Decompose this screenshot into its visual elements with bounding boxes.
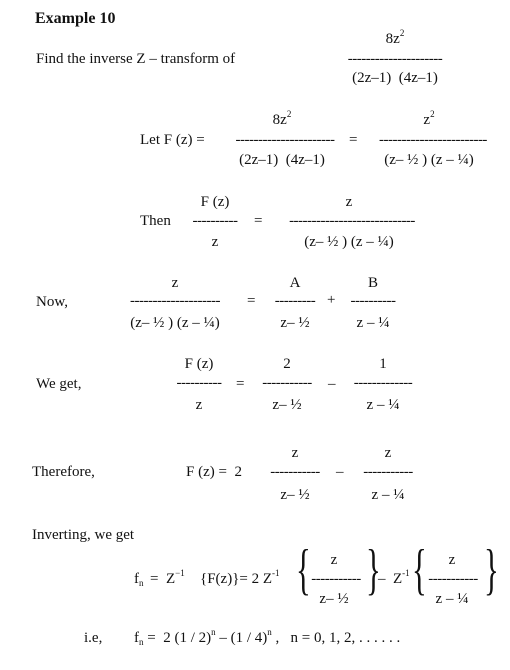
left-brace-1: { — [296, 539, 311, 601]
now-numerator-1: z — [171, 275, 179, 291]
final-mid: {F(z)}= 2 $Z^{-1}$ — [200, 568, 280, 587]
weget-fraction-line-3: ------------- — [353, 375, 413, 391]
weget-numerator-2: 2 — [283, 356, 291, 372]
final-numerator-1: z — [330, 552, 338, 568]
let-fraction-line-2: ------------------------ — [379, 132, 487, 148]
therefore-denominator-1: z– ½ — [280, 487, 310, 503]
example-heading: Example 10 — [35, 10, 116, 27]
ie-label: i.e, — [84, 630, 103, 646]
let-denominator-1: (2z–1) (4z–1) — [239, 152, 325, 168]
weget-fraction-line-1: ---------- — [176, 375, 222, 391]
weget-numerator-1: F (z) — [184, 356, 214, 372]
let-numerator-1: $8z^2$ — [272, 109, 292, 128]
then-equals: = — [254, 213, 263, 229]
final-denominator-2: z – ¼ — [435, 591, 469, 607]
weget-numerator-3: 1 — [379, 356, 387, 372]
therefore-numerator-1: z — [291, 445, 299, 461]
then-fraction-line-2: ---------------------------- — [289, 213, 415, 229]
therefore-fraction-line-1: ----------- — [270, 464, 320, 480]
let-numerator-2: $z^2$ — [423, 109, 435, 128]
therefore-fraction-line-2: ----------- — [363, 464, 413, 480]
now-denominator-1: (z– ½ ) (z – ¼) — [130, 315, 220, 331]
let-fraction-line-1: ---------------------- — [235, 132, 335, 148]
left-brace-2: { — [412, 539, 427, 601]
right-brace-2: } — [484, 539, 499, 601]
now-fraction-line-b: ---------- — [350, 293, 396, 309]
inverting-text: Inverting, we get — [32, 527, 135, 543]
now-denominator-b: z – ¼ — [356, 315, 390, 331]
then-denominator-2: (z– ½ ) (z – ¼) — [304, 234, 394, 250]
ie-expression: $f_n = 2$ (1 / 2)$^n$ – (1 / 4)$^n$ , n = 0, 1, 2, . . . . . . — [134, 627, 401, 647]
final-lhs: $f_n$ — [134, 571, 144, 588]
then-numerator-2: z — [345, 194, 353, 210]
weget-minus: – — [328, 376, 336, 392]
now-numerator-a: A — [289, 275, 301, 291]
weget-label: We get, — [36, 376, 82, 392]
final-fraction-line-2: ----------- — [428, 571, 478, 587]
now-numerator-b: B — [367, 275, 378, 291]
therefore-prefix: F (z) = 2 — [186, 464, 242, 480]
now-denominator-a: z– ½ — [280, 315, 310, 331]
then-fraction-line-1: ---------- — [192, 213, 238, 229]
weget-denominator-1: z — [195, 397, 203, 413]
let-denominator-2: (z– ½ ) (z – ¼) — [384, 152, 474, 168]
final-inverse-z: = $Z^{-1}$ — [150, 568, 185, 587]
statement-denominator: (2z–1) (4z–1) — [352, 70, 438, 86]
weget-denominator-3: z – ¼ — [366, 397, 400, 413]
final-fraction-line-1: ----------- — [311, 571, 361, 587]
then-label: Then — [140, 213, 171, 229]
final-minus-z: – $Z^{-1}$ — [378, 568, 410, 587]
let-prefix: Let F (z) = — [140, 132, 205, 148]
now-label: Now, — [36, 294, 68, 310]
weget-denominator-2: z– ½ — [272, 397, 302, 413]
statement-fraction-line: --------------------- — [347, 51, 443, 67]
therefore-minus: – — [336, 464, 344, 480]
let-equals: = — [349, 132, 358, 148]
weget-fraction-line-2: ----------- — [262, 375, 312, 391]
weget-equals: = — [236, 376, 245, 392]
now-fraction-line-1: -------------------- — [130, 293, 220, 309]
final-numerator-2: z — [448, 552, 456, 568]
therefore-numerator-2: z — [384, 445, 392, 461]
right-brace-1: } — [366, 539, 381, 601]
therefore-label: Therefore, — [32, 464, 95, 480]
now-fraction-line-a: --------- — [274, 293, 316, 309]
statement-numerator: $8z^2$ — [385, 28, 405, 47]
now-plus: + — [327, 292, 336, 308]
then-numerator-1: F (z) — [200, 194, 230, 210]
now-equals: = — [247, 293, 256, 309]
therefore-denominator-2: z – ¼ — [371, 487, 405, 503]
then-denominator-1: z — [211, 234, 219, 250]
problem-statement: Find the inverse Z – transform of — [36, 51, 236, 67]
final-denominator-1: z– ½ — [319, 591, 349, 607]
